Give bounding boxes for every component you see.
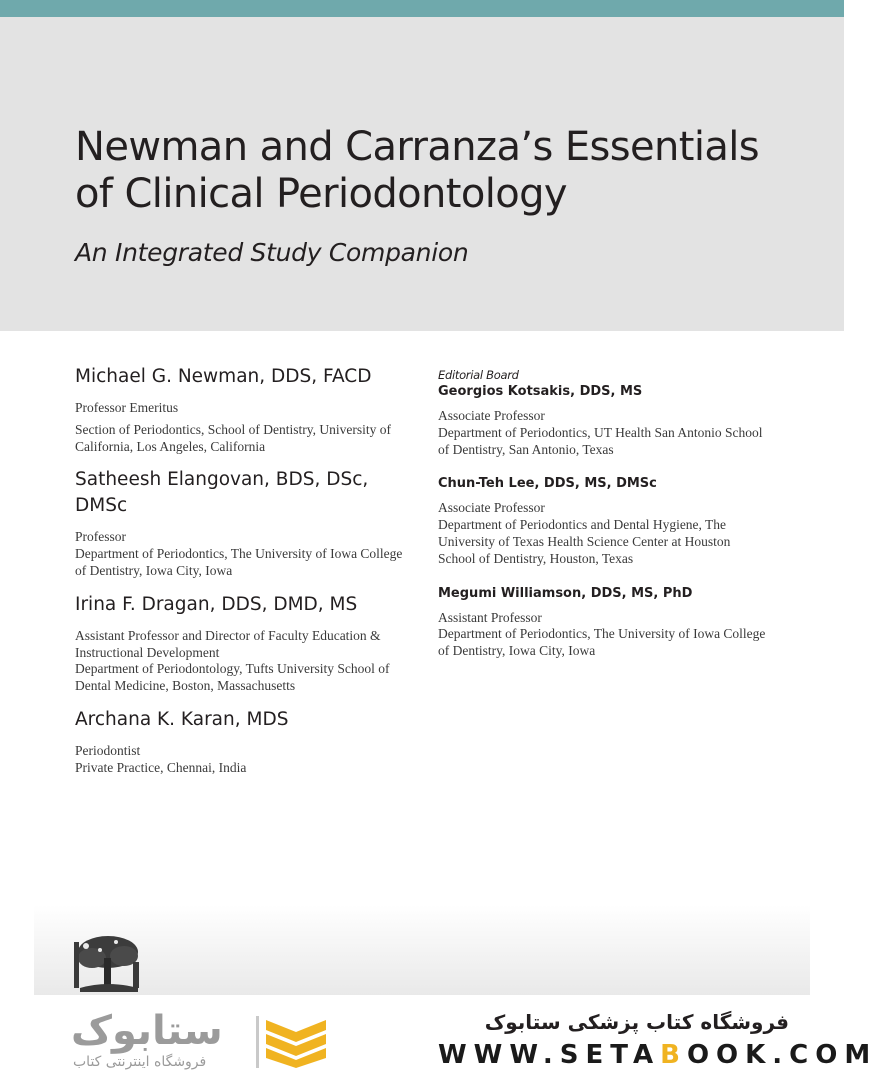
board-member-name: Chun-Teh Lee, DDS, MS, DMSc: [438, 476, 657, 492]
setabook-tagline: فروشگاه اینترنتی کتاب: [73, 1054, 207, 1070]
author-name: Michael G. Newman, DDS, FACD: [75, 366, 372, 387]
author-role: Professor Emeritus: [75, 400, 179, 415]
board-member-role: Assistant Professor: [438, 609, 542, 625]
setabook-chevron-icon: [256, 1016, 330, 1068]
board-member-institution: Department of Periodontics, The University of Iowa College of Dentistry, Iowa City, Iowa: [438, 626, 766, 659]
author-role: Assistant Professor and Director of Faculty Education & Instructional Development: [75, 627, 381, 660]
author-block: [75, 592, 415, 695]
author-name: Archana K. Karan, MDS: [75, 708, 289, 730]
top-accent-bar: [0, 0, 844, 17]
author-name: Satheesh Elangovan, BDS, DSc, DMSc: [75, 469, 369, 517]
editorial-board-label: Editorial Board: [438, 368, 519, 382]
book-title-line-1: Newman and Carranza’s Essentials: [75, 124, 760, 170]
author-block: [75, 467, 415, 579]
book-subtitle: An Integrated Study Companion: [75, 238, 469, 267]
store-url-part: WWW.SETA: [438, 1040, 661, 1070]
authors-column: [75, 364, 415, 789]
elsevier-tree-logo-icon: [72, 932, 144, 994]
board-member-block: [438, 585, 768, 660]
store-url-highlight: B: [660, 1040, 687, 1070]
bottom-gradient: [34, 905, 810, 995]
author-affiliation: [75, 529, 415, 579]
board-member-affiliation: [438, 408, 768, 458]
store-name: فروشگاه کتاب پزشکی ستابوک: [484, 1010, 789, 1034]
board-member-institution: Department of Periodontics and Dental Hygiene, The University of Texas Health Science Center at Houston School of Dentistry, Houston, Texas: [438, 517, 731, 566]
author-institution: Department of Periodontology, Tufts University School of Dental Medicine, Boston, Massachusetts: [75, 661, 390, 694]
author-name: Irina F. Dragan, DDS, DMD, MS: [75, 593, 358, 615]
board-member-institution: Department of Periodontics, UT Health San Antonio School of Dentistry, San Antonio, Texas: [438, 424, 763, 457]
board-member-affiliation: [438, 500, 768, 567]
book-title: [75, 124, 835, 218]
board-member-affiliation: [438, 610, 768, 660]
store-url-part: OOK.COM: [686, 1040, 877, 1070]
board-member-name: Georgios Kotsakis, DDS, MS: [438, 384, 643, 399]
setabook-logo: ستابوک: [71, 1008, 223, 1054]
author-institution: Private Practice, Chennai, India: [75, 759, 247, 775]
author-institution: Department of Periodontics, The University of Iowa College of Dentistry, Iowa City, Iowa: [75, 546, 403, 578]
author-block: [75, 364, 415, 455]
author-affiliation: [75, 743, 415, 777]
editorial-board-column: [438, 367, 768, 677]
board-member-role: Associate Professor: [438, 408, 545, 423]
board-member-name: Megumi Williamson, DDS, MS, PhD: [438, 585, 693, 601]
author-block: [75, 707, 415, 777]
board-member-block: [438, 475, 768, 567]
board-member-block: [438, 383, 768, 458]
author-role: Periodontist: [75, 742, 141, 758]
store-url-link[interactable]: [438, 1040, 877, 1070]
author-institution: Section of Periodontics, School of Dentistry, University of California, Los Angeles, California: [75, 421, 391, 454]
author-affiliation: [75, 628, 415, 695]
author-role: Professor: [75, 529, 126, 545]
book-title-line-2: of Clinical Periodontology: [75, 171, 567, 217]
author-affiliation: [75, 400, 415, 455]
board-member-role: Associate Professor: [438, 500, 545, 516]
